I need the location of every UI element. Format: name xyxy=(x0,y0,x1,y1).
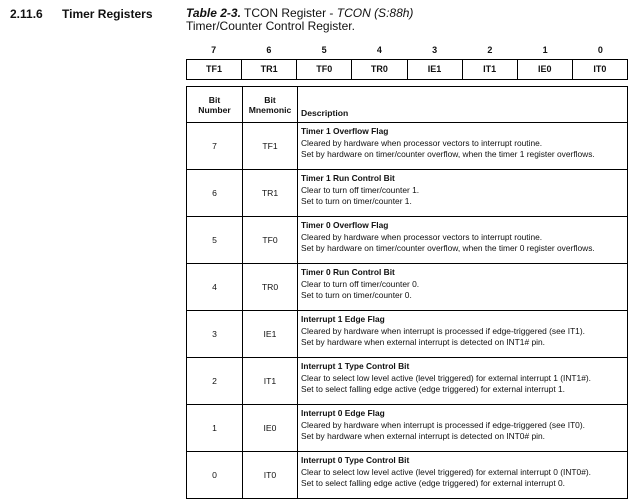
header-bit-mnemonic: Bit Mnemonic xyxy=(243,87,298,123)
header-description: Description xyxy=(298,87,628,123)
table-caption xyxy=(186,7,413,33)
bit-mnemonic: TR1 xyxy=(243,170,298,217)
bit-name-cell: TF0 xyxy=(296,60,351,79)
section-title: Timer Registers xyxy=(62,7,153,21)
register-name: TCON Register - xyxy=(244,6,337,20)
bit-number: 0 xyxy=(187,452,243,499)
description-title: Timer 1 Run Control Bit xyxy=(301,173,395,183)
register-address: TCON (S:88h) xyxy=(336,6,414,20)
bit-description xyxy=(298,217,628,264)
bit-number-cell: 4 xyxy=(376,45,382,55)
header-bit-number: Bit Number xyxy=(187,87,243,123)
description-line: Set by hardware when external interrupt is detected on INT1# pin. xyxy=(301,337,545,347)
bit-mnemonic: IT0 xyxy=(243,452,298,499)
section-number: 2.11.6 xyxy=(10,7,43,21)
bit-number-cell: 1 xyxy=(542,45,548,55)
bit-number: 2 xyxy=(187,358,243,405)
bit-name-cell: TF1 xyxy=(206,64,223,74)
bit-name-cell: TR0 xyxy=(351,60,406,79)
bit-number: 3 xyxy=(187,311,243,358)
description-line: Set by hardware on timer/counter overflow, when the timer 1 register overflows. xyxy=(301,149,595,159)
register-description-table xyxy=(186,86,628,499)
description-title: Interrupt 1 Edge Flag xyxy=(301,314,385,324)
description-line: Clear to turn off timer/counter 0. xyxy=(301,278,420,289)
description-line: Set by hardware when external interrupt is detected on INT0# pin. xyxy=(301,431,545,441)
description-line: Set to select falling edge active (edge triggered) for external interrupt 1. xyxy=(301,384,565,394)
bit-mnemonic: IT1 xyxy=(243,358,298,405)
bit-description xyxy=(298,123,628,170)
description-title: Timer 1 Overflow Flag xyxy=(301,126,389,136)
bit-name-cell: IT0 xyxy=(572,60,627,79)
bit-mnemonic: TF0 xyxy=(243,217,298,264)
bit-name-cell: IE1 xyxy=(407,60,462,79)
description-line: Set to select falling edge active (edge triggered) for external interrupt 0. xyxy=(301,478,565,488)
table-row xyxy=(187,123,628,170)
description-line: Clear to select low level active (level triggered) for external interrupt 1 (INT1#). xyxy=(301,372,591,383)
bit-number-cell: 5 xyxy=(321,45,327,55)
table-row xyxy=(187,170,628,217)
description-title: Interrupt 1 Type Control Bit xyxy=(301,361,410,371)
description-title: Interrupt 0 Edge Flag xyxy=(301,408,385,418)
description-title: Timer 0 Run Control Bit xyxy=(301,267,395,277)
table-row xyxy=(187,358,628,405)
bit-description xyxy=(298,170,628,217)
bit-mnemonic: IE0 xyxy=(243,405,298,452)
bit-name-row xyxy=(186,59,628,80)
bit-mnemonic: TR0 xyxy=(243,264,298,311)
bit-mnemonic: TF1 xyxy=(243,123,298,170)
description-line: Cleared by hardware when processor vectors to interrupt routine. xyxy=(301,137,543,148)
description-line: Cleared by hardware when processor vectors to interrupt routine. xyxy=(301,231,543,242)
description-title: Interrupt 0 Type Control Bit xyxy=(301,455,410,465)
description-line: Clear to select low level active (level triggered) for external interrupt 0 (INT0#). xyxy=(301,466,591,477)
bit-number: 1 xyxy=(187,405,243,452)
bit-mnemonic: IE1 xyxy=(243,311,298,358)
bit-description xyxy=(298,452,628,499)
bit-number-cell: 6 xyxy=(266,45,272,55)
bit-description xyxy=(298,311,628,358)
bit-number: 6 xyxy=(187,170,243,217)
bit-description xyxy=(298,405,628,452)
description-line: Set to turn on timer/counter 0. xyxy=(301,290,412,300)
table-label: Table 2-3. xyxy=(186,6,241,20)
table-row xyxy=(187,264,628,311)
bit-number-cell: 2 xyxy=(487,45,493,55)
bit-number: 7 xyxy=(187,123,243,170)
bit-number-cell: 0 xyxy=(597,45,603,55)
bit-description xyxy=(298,358,628,405)
description-title: Timer 0 Overflow Flag xyxy=(301,220,389,230)
description-line: Clear to turn off timer/counter 1. xyxy=(301,184,420,195)
bit-name-cell: IT1 xyxy=(462,60,517,79)
bit-name-cell: IE0 xyxy=(517,60,572,79)
bit-description xyxy=(298,264,628,311)
description-line: Set by hardware on timer/counter overflow, when the timer 0 register overflows. xyxy=(301,243,595,253)
table-header-row xyxy=(187,87,628,123)
description-line: Cleared by hardware when interrupt is processed if edge-triggered (see IT0). xyxy=(301,419,585,430)
description-line: Set to turn on timer/counter 1. xyxy=(301,196,412,206)
table-row xyxy=(187,452,628,499)
description-line: Cleared by hardware when interrupt is processed if edge-triggered (see IT1). xyxy=(301,325,585,336)
caption-subtitle: Timer/Counter Control Register. xyxy=(186,19,355,33)
bit-number: 5 xyxy=(187,217,243,264)
table-row xyxy=(187,217,628,264)
bit-name-cell: TR1 xyxy=(241,60,296,79)
bit-number: 4 xyxy=(187,264,243,311)
bit-number-row xyxy=(186,45,628,57)
bit-number-cell: 7 xyxy=(211,45,217,55)
bit-number-cell: 3 xyxy=(432,45,438,55)
table-row xyxy=(187,311,628,358)
table-row xyxy=(187,405,628,452)
